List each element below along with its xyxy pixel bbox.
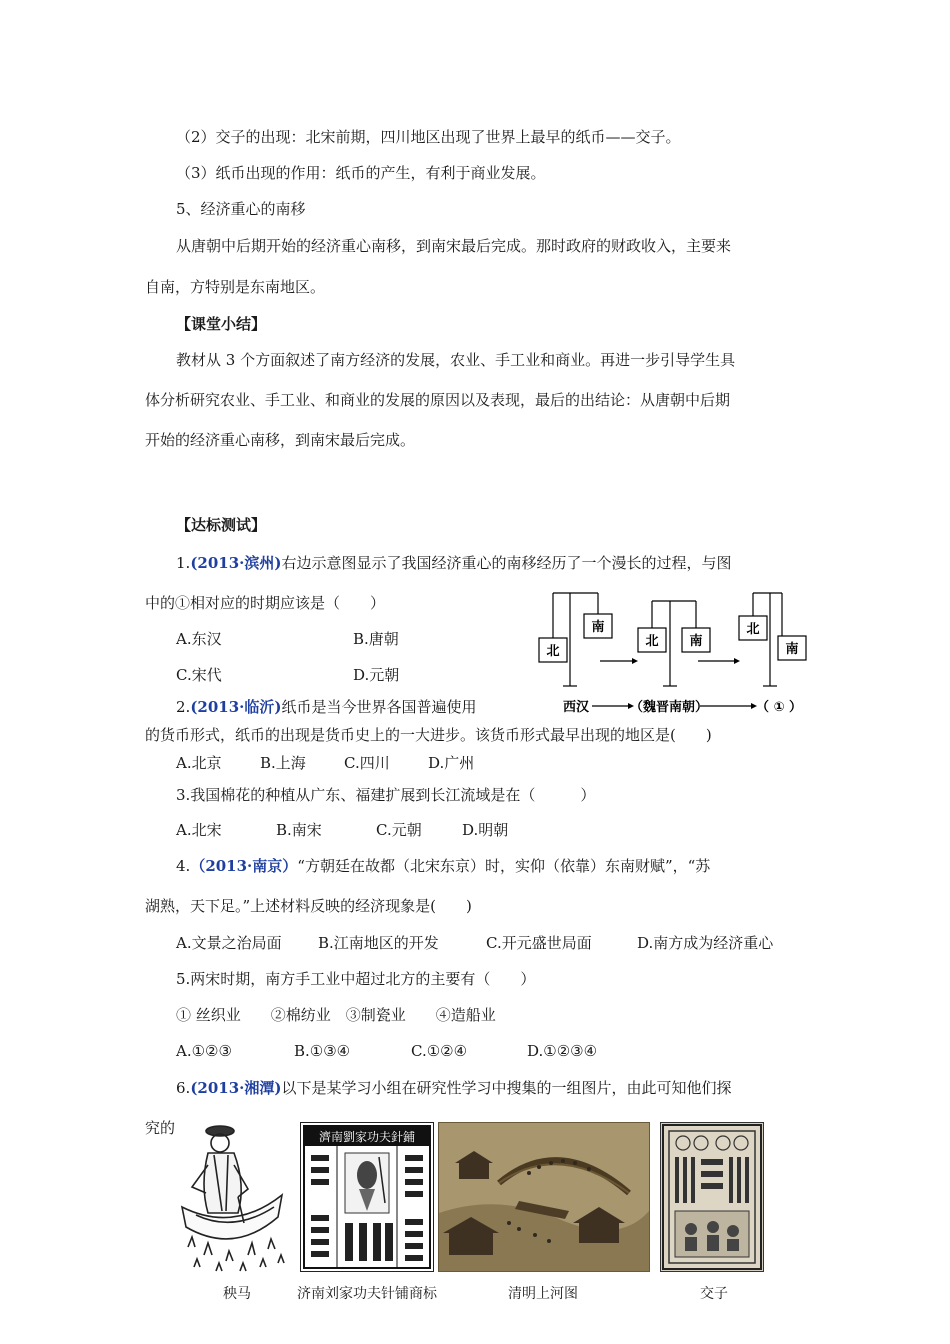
diagram-north-2: 北 [645, 634, 659, 649]
option-c: C.①②④ [411, 1042, 468, 1060]
question-6-number: 6. [176, 1079, 191, 1097]
question-4-number: 4. [176, 857, 191, 875]
needle-shop-trademark [300, 1122, 434, 1272]
question-5-text: 5.两宋时期，南方手工业中超过北方的主要有（ ） [176, 970, 536, 988]
option-b: B.江南地区的开发 [318, 934, 439, 952]
summary-line-1: 教材从 3 个方面叙述了南方经济的发展，农业、手工业和商业。再进一步引导学生具 [176, 351, 736, 369]
diagram-south-2: 南 [689, 634, 703, 649]
option-a: A.文景之治局面 [176, 934, 282, 952]
option-b: B.上海 [260, 754, 306, 772]
caption-qingming: 清明上河图 [508, 1286, 578, 1302]
question-1-number: 1. [176, 554, 191, 572]
question-5-items: ① 丝织业 ②棉纺业 ③制瓷业 ④造船业 [176, 1006, 496, 1024]
option-d: D.明朝 [462, 821, 509, 839]
trademark-art [301, 1123, 433, 1271]
question-1-line-1 [176, 553, 732, 573]
option-d: D.南方成为经济重心 [637, 934, 774, 952]
caption-yangma: 秧马 [223, 1286, 251, 1302]
diagram-north-1: 北 [546, 644, 560, 659]
summary-line-3: 开始的经济重心南移，到南宋最后完成。 [145, 431, 416, 449]
text-shift-paragraph-1: 从唐朝中后期开始的经济重心南移，到南宋最后完成。那时政府的财政收入，主要来 [176, 237, 732, 255]
option-d: D.广州 [428, 754, 475, 772]
painting-art [439, 1123, 649, 1271]
text-paper-money-role: （3）纸币出现的作用：纸币的产生，有利于商业发展。 [176, 164, 546, 182]
question-2-source: (2013·临沂) [190, 698, 282, 716]
question-4-line-1 [176, 856, 710, 876]
question-1-text: 右边示意图显示了我国经济重心的南移经历了一个漫长的过程，与图 [281, 554, 732, 572]
option-d: D.①②③④ [527, 1042, 598, 1060]
option-b: B.南宋 [276, 821, 322, 839]
jiaozi-banknote [660, 1122, 764, 1272]
question-6-line-2: 究的 [145, 1119, 176, 1137]
heading-economic-center-shift: 5、经济重心的南移 [176, 200, 306, 218]
summary-heading: 【课堂小结】 [176, 315, 267, 333]
diagram-south-1: 南 [591, 620, 605, 635]
caption-needle-shop: 济南刘家功夫针铺商标 [297, 1286, 437, 1302]
option-b: B.唐朝 [353, 630, 399, 648]
summary-line-2: 体分析研究农业、手工业、和商业的发展的原因以及表现，最后的出结论：从唐朝中后期 [145, 391, 731, 409]
diagram-north-3: 北 [746, 622, 760, 637]
diagram-label-xihan: 西汉 [563, 700, 590, 715]
question-2-text: 纸币是当今世界各国普遍使用 [281, 698, 477, 716]
test-heading: 【达标测试】 [176, 516, 267, 534]
qingming-painting [438, 1122, 650, 1272]
diagram-label-blank: （ ① ） [756, 700, 803, 715]
option-a: A.①②③ [176, 1042, 232, 1060]
question-3-text: 3.我国棉花的种植从广东、福建扩展到长江流域是在（ ） [176, 786, 596, 804]
diagram-label-weijin: （魏晋南朝） [630, 700, 709, 715]
yangma-illustration [178, 1115, 290, 1275]
question-6-text: 以下是某学习小组在研究性学习中搜集的一组图片，由此可知他们探 [281, 1079, 732, 1097]
question-2-line-1 [176, 697, 477, 717]
economic-center-diagram [530, 583, 820, 723]
option-a: A.北宋 [176, 821, 222, 839]
option-a: A.东汉 [176, 630, 222, 648]
banknote-art [661, 1123, 763, 1271]
option-c: C.开元盛世局面 [486, 934, 592, 952]
option-c: C.宋代 [176, 666, 222, 684]
option-d: D.元朝 [353, 666, 400, 684]
question-6-source: (2013·湘潭) [190, 1079, 282, 1097]
question-1-line-2: 中的①相对应的时期应该是（ ） [145, 594, 386, 612]
diagram-south-3: 南 [785, 642, 799, 657]
question-4-source: （2013·南京） [190, 857, 298, 875]
trademark-seal-title: 濟南劉家功夫針鋪 [318, 1130, 416, 1144]
caption-jiaozi: 交子 [700, 1286, 728, 1302]
question-1-source: (2013·滨州) [190, 554, 282, 572]
option-c: C.元朝 [376, 821, 422, 839]
option-a: A.北京 [176, 754, 222, 772]
question-6-line-1 [176, 1078, 732, 1098]
question-4-text: “方朝廷在故都（北宋东京）时，实仰（依靠）东南财赋”，“苏 [297, 857, 711, 875]
option-c: C.四川 [344, 754, 390, 772]
option-b: B.①③④ [294, 1042, 351, 1060]
question-2-number: 2. [176, 698, 191, 716]
text-shift-paragraph-2: 自南，方特别是东南地区。 [145, 278, 326, 296]
question-4-line-2: 湖熟，天下足。”上述材料反映的经济现象是( ) [145, 897, 472, 915]
question-2-line-2: 的货币形式，纸币的出现是货币史上的一大进步。该货币形式最早出现的地区是( ) [145, 726, 712, 744]
text-jiaozi-appearance: （2）交子的出现：北宋前期，四川地区出现了世界上最早的纸币——交子。 [176, 128, 681, 146]
